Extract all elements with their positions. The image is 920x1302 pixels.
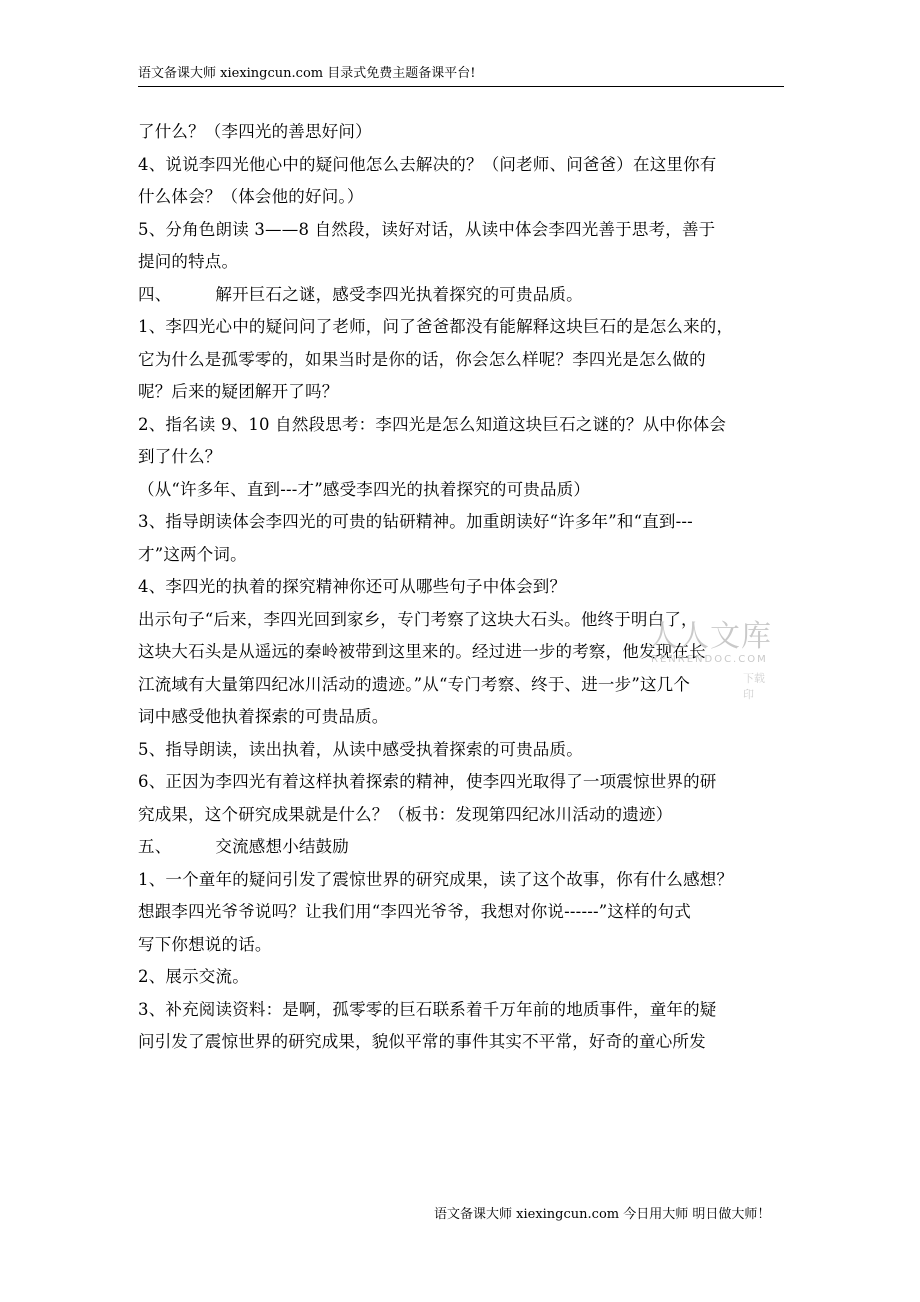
text-line: 6、正因为李四光有着这样执着探索的精神，使李四光取得了一项震惊世界的研 <box>138 772 717 791</box>
text-line: 2、展示交流。 <box>138 967 249 986</box>
text-line: 到了什么？ <box>138 447 222 466</box>
text-line: 才”这两个词。 <box>138 544 247 564</box>
section-number: 四、 <box>138 284 172 304</box>
text-line: 这块大石头是从遥远的秦岭被带到这里来的。经过进一步的考察，他发现在长 <box>138 642 706 661</box>
text-line: 呢？后来的疑团解开了吗？ <box>138 382 339 401</box>
text-line: 5、指导朗读，读出执着，从读中感受执着探索的可贵品质。 <box>138 739 583 759</box>
text-line: 5、分角色朗读 3——8 自然段，读好对话，从读中体会李四光善于思考，善于 <box>138 219 716 239</box>
text-line: 3、指导朗读体会李四光的可贵的钻研精神。加重朗读好“许多年”和“直到--- <box>138 512 693 531</box>
text-line: 出示句子“后来，李四光回到家乡，专门考察了这块大石头。他终于明白了， <box>138 609 698 629</box>
text-line: 提问的特点。 <box>138 252 239 271</box>
section-number: 五、 <box>138 837 172 856</box>
text-line: 3、补充阅读资料：是啊，孤零零的巨石联系着千万年前的地质事件，童年的疑 <box>138 999 717 1019</box>
watermark-tail-text: 下载 印 <box>743 672 765 701</box>
text-line: 究成果，这个研究成果就是什么？（板书：发现第四纪冰川活动的遗迹） <box>138 804 673 824</box>
page-header: 语文备课大师 xiexingcun.com 目录式免费主题备课平台! <box>138 64 784 87</box>
text-line: 1、李四光心中的疑问问了老师，问了爸爸都没有能解释这块巨石的是怎么来的， <box>138 317 734 336</box>
section-title: 交流感想小结鼓励 <box>215 837 350 856</box>
text-line: 问引发了震惊世界的研究成果，貌似平常的事件其实不平常，好奇的童心所发 <box>138 1032 706 1051</box>
text-line: 写下你想说的话。 <box>138 934 272 954</box>
text-line: 了什么？（李四光的善思好问） <box>138 122 372 141</box>
text-line: 江流域有大量第四纪冰川活动的遗迹。”从“专门考察、终于、进一步”这几个 <box>138 674 691 694</box>
text-line: 2、指名读 9、10 自然段思考：李四光是怎么知道这块巨石之谜的？从中你体会 <box>138 414 727 434</box>
text-line: （从“许多年、直到---才”感受李四光的执着探究的可贵品质） <box>138 479 591 499</box>
text-line: 4、李四光的执着的探究精神你还可从哪些句子中体会到？ <box>138 577 567 596</box>
document-body <box>138 116 798 1059</box>
text-line: 什么体会？（体会他的好问。） <box>138 187 364 206</box>
text-line: 1、一个童年的疑问引发了震惊世界的研究成果，读了这个故事，你有什么感想？ <box>138 869 734 889</box>
page-footer: 语文备课大师 xiexingcun.com 今日用大师 明日做大师！ <box>434 1207 771 1222</box>
text-line: 它为什么是孤零零的，如果当时是你的话，你会怎么样呢？李四光是怎么做的 <box>138 349 706 369</box>
section-heading-five <box>138 831 798 864</box>
text-line: 4、说说李四光他心中的疑问他怎么去解决的？（问老师、问爸爸）在这里你有 <box>138 154 717 174</box>
text-line: 想跟李四光爷爷说吗？让我们用“李四光爷爷，我想对你说------”这样的句式 <box>138 902 691 921</box>
text-line: 词中感受他执着探索的可贵品质。 <box>138 707 389 726</box>
section-heading-four <box>138 279 798 312</box>
watermark-sub-text: RENRENDOC.COM <box>651 654 768 665</box>
watermark-main-text: 人人文库 <box>648 619 772 654</box>
section-title: 解开巨石之谜，感受李四光执着探究的可贵品质。 <box>215 284 583 304</box>
